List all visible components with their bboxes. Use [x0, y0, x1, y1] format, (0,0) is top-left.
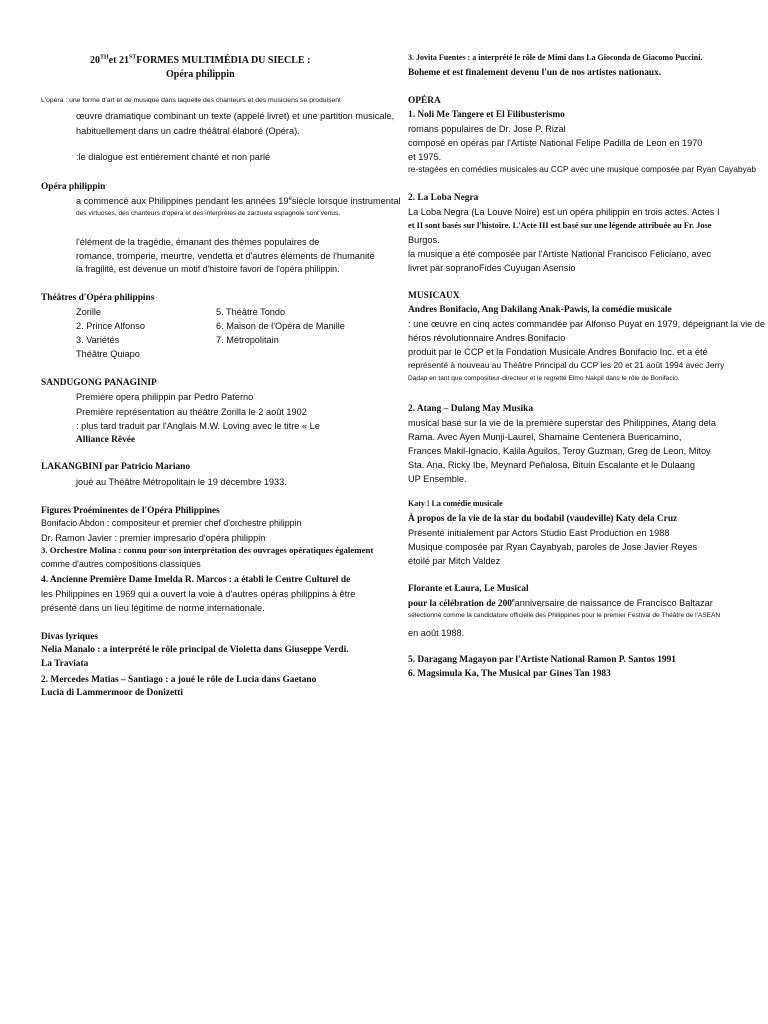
- body-text: comme d'autres compositions classiques: [41, 559, 201, 569]
- body-text: Boheme et est finalement devenu l'un de nos artistes nationaux.: [408, 68, 662, 78]
- body-text: présenté dans un lieu légitime de norme internationale.: [41, 603, 265, 613]
- body-text: : plus tard traduit par l'Anglais M.W. Loving avec le titre « Le: [76, 421, 320, 431]
- text-part: a commencé aux Philippines pendant les années 19: [76, 196, 289, 206]
- section-heading: Opéra philippin: [41, 182, 106, 192]
- body-text: romance, tromperie, meurtre, vendetta et d'autres éléments de l'humanité: [76, 251, 375, 261]
- section-heading: Katy ! La comédie musicale: [408, 499, 503, 508]
- intro-text: :le dialogue est entièrement chanté et non parlé: [76, 152, 271, 162]
- body-text: Lucia di Lammermoor de Donizetti: [41, 688, 183, 698]
- intro-text: L'opéra : une forme d'art et de musique dans laquelle des chanteurs et des musiciens se produisent: [41, 97, 341, 104]
- body-text: [76, 196, 401, 206]
- body-text: Burgos.: [408, 235, 440, 245]
- intro-text: habituellement dans un cadre théâtral élaboré (Opéra).: [76, 126, 300, 136]
- text-sup: e: [512, 597, 515, 604]
- body-text: et II sont basés sur l'histoire. L'Acte III est basé sur une légende attribuée au Fr. Jose: [408, 221, 712, 230]
- section-heading: Figures Proéminentes de l'Opéra Philippines: [41, 506, 220, 516]
- body-text: en août 1988.: [408, 628, 465, 638]
- section-heading: 2. Atang – Dulang May Musika: [408, 404, 534, 414]
- body-text: joué au Théâtre Métropolitain le 19 décembre 1933.: [76, 477, 287, 487]
- body-text: Alliance Rêvée: [76, 435, 136, 445]
- body-text: livret par sopranoFides Cuyugan Asensio: [408, 263, 576, 273]
- list-item: 7. Métropolitain: [216, 335, 279, 345]
- body-text: l'élément de la tragédie, émanant des thèmes populaires de: [76, 237, 320, 247]
- section-heading: LAKANGBINI par Patricio Mariano: [41, 462, 191, 472]
- body-text: 6. Magsimula Ka, The Musical par Gines Tan 1983: [408, 669, 611, 679]
- list-item: 2. Prince Alfonso: [76, 321, 145, 331]
- body-text: la musique a été composée par l'Artiste National Francisco Feliciano, avec: [408, 249, 712, 259]
- title-part: 20: [90, 55, 100, 66]
- body-text: Rama. Avec Ayen Munji-Laurel, Shamaine Centenera Buencamino,: [408, 432, 682, 442]
- body-text: [408, 598, 713, 609]
- section-heading: Théâtres d'Opéra philippins: [41, 293, 155, 303]
- body-text: composé en opéras par l'Artiste National Felipe Padilla de Leon en 1970: [408, 138, 703, 148]
- body-text: romans populaires de Dr. Jose P. Rizal: [408, 124, 566, 134]
- body-text: des virtuoses, des chanteurs d'opéra et des interprètes de zarzuela espagnole sont venus.: [76, 210, 341, 217]
- section-heading: Florante et Laura, Le Musical: [408, 584, 529, 594]
- body-text: musical basé sur la vie de la première superstar des Philippines, Atang dela: [408, 418, 716, 428]
- list-item: Théâtre Quiapo: [76, 349, 140, 359]
- body-text: 5. Daragang Magayon par l'Artiste National Ramon P. Santos 1991: [408, 655, 676, 665]
- body-text: La Loba Negra (La Louve Noire) est un opéra philippin en trois actes. Actes I: [408, 207, 720, 217]
- section-heading: SANDUGONG PANAGINIP: [41, 378, 157, 388]
- list-item: 3. Variétés: [76, 335, 120, 345]
- body-text: Première opera philippin par Pedro Paterno: [76, 392, 254, 402]
- page-subtitle: Opéra philippin: [166, 69, 235, 80]
- body-text: Musique composée par Ryan Cayabyab, paroles de Jose Javier Reyes: [408, 542, 698, 552]
- section-heading: OPÉRA: [408, 96, 441, 106]
- body-text: sélectionné comme la candidature officielle des Philippines pour le premier Festival de Théâtre de l'ASEAN: [408, 612, 721, 619]
- body-text: et 1975.: [408, 152, 442, 162]
- text-part: anniversaire de naissance de Francisco Baltazar: [514, 598, 713, 608]
- body-text: Nelia Manalo : a interprété le rôle principal de Violetta dans Giuseppe Verdi.: [41, 645, 349, 655]
- body-text: 3. Orchestre Molina : connu pour son interprétation des ouvrages opératiques également: [41, 545, 374, 555]
- body-text: Frances Makil-Ignacio, Kalila Aguilos, Teroy Guzman, Greg de Leon, Mitoy: [408, 446, 711, 456]
- text-sup: e: [288, 195, 292, 202]
- body-text: 3. Jovita Fuentes : a interprété le rôle de Mimi dans La Gioconda de Giacomo Puccini.: [408, 53, 703, 62]
- title-part: FORMES MULTIMÉDIA DU SIECLE :: [136, 55, 311, 66]
- body-text: La Traviata: [41, 659, 89, 669]
- list-item: 6. Maison de l'Opéra de Manille: [216, 321, 345, 331]
- page-title: [90, 55, 310, 66]
- title-sup: TH: [100, 54, 109, 61]
- body-text: Bonifacio Abdon : compositeur et premier chef d'orchestre philippin: [41, 518, 302, 528]
- body-text: la fragilité, est devenue un motif d'histoire favori de l'opéra philippin.: [76, 264, 340, 274]
- title-sup: ST: [128, 54, 137, 61]
- section-heading: 1. Noli Me Tangere et El Filibusterismo: [408, 110, 565, 120]
- body-text: les Philippines en 1969 qui a ouvert la voie à d'autres opéras philippins à être: [41, 589, 356, 599]
- body-text: re-stagées en comédies musicales au CCP avec une musique composée par Ryan Cayabyab: [408, 164, 757, 174]
- body-text: Présenté initialement par Actors Studio East Production en 1988: [408, 528, 670, 538]
- text-part: siècle lorsque instrumental: [291, 196, 401, 206]
- intro-text: œuvre dramatique combinant un texte (appelé livret) et une partition musicale,: [76, 111, 395, 121]
- body-text: étoilé par Mitch Valdez: [408, 556, 501, 566]
- title-part: et 21: [108, 55, 129, 66]
- body-text: Première représentation au théâtre Zorilla le 2 août 1902: [76, 407, 307, 417]
- list-item: Zorille: [76, 307, 102, 317]
- body-text: représenté à nouveau au Théâtre Principal du CCP les 20 et 21 août 1994 avec Jerry: [408, 360, 725, 370]
- body-text: 2. Mercedes Matias – Santiago : a joué le rôle de Lucia dans Gaetano: [41, 675, 317, 685]
- body-text: UP Ensemble.: [408, 474, 467, 484]
- body-text: produit par le CCP et la Fondation Musicale Andres Bonifacio Inc. et a été: [408, 347, 708, 357]
- section-heading: MUSICAUX: [408, 291, 460, 301]
- body-text: héros révolutionnaire Andres Bonifacio: [408, 333, 566, 343]
- section-heading: Divas lyriques: [41, 632, 99, 642]
- body-text: Dadap en tant que compositeur-directeur et le regretté Elmo Nakpil dans le rôle de Bonifacio.: [408, 375, 680, 382]
- body-text: : une œuvre en cinq actes commandée par Alfonso Puyat en 1979, dépeignant la vie de: [408, 319, 766, 329]
- text-part: pour la célébration de 200: [408, 599, 512, 609]
- section-heading: Andres Bonifacio, Ang Dakilang Anak-Pawis, la comédie musicale: [408, 305, 672, 315]
- list-item: 5. Théâtre Tondo: [216, 307, 286, 317]
- section-heading: 2. La Loba Negra: [408, 193, 479, 203]
- body-text: À propos de la vie de la star du bodabil (vaudeville) Katy dela Cruz: [408, 514, 678, 524]
- body-text: 4. Ancienne Première Dame Imelda R. Marcos : a établi le Centre Culturel de: [41, 575, 351, 585]
- body-text: Dr. Ramon Javier : premier impresario d'opéra philippin: [41, 533, 266, 543]
- body-text: Sta. Ana, Ricky Ibe, Meynard Peñalosa, Bituin Escalante et le Dulaang: [408, 460, 696, 470]
